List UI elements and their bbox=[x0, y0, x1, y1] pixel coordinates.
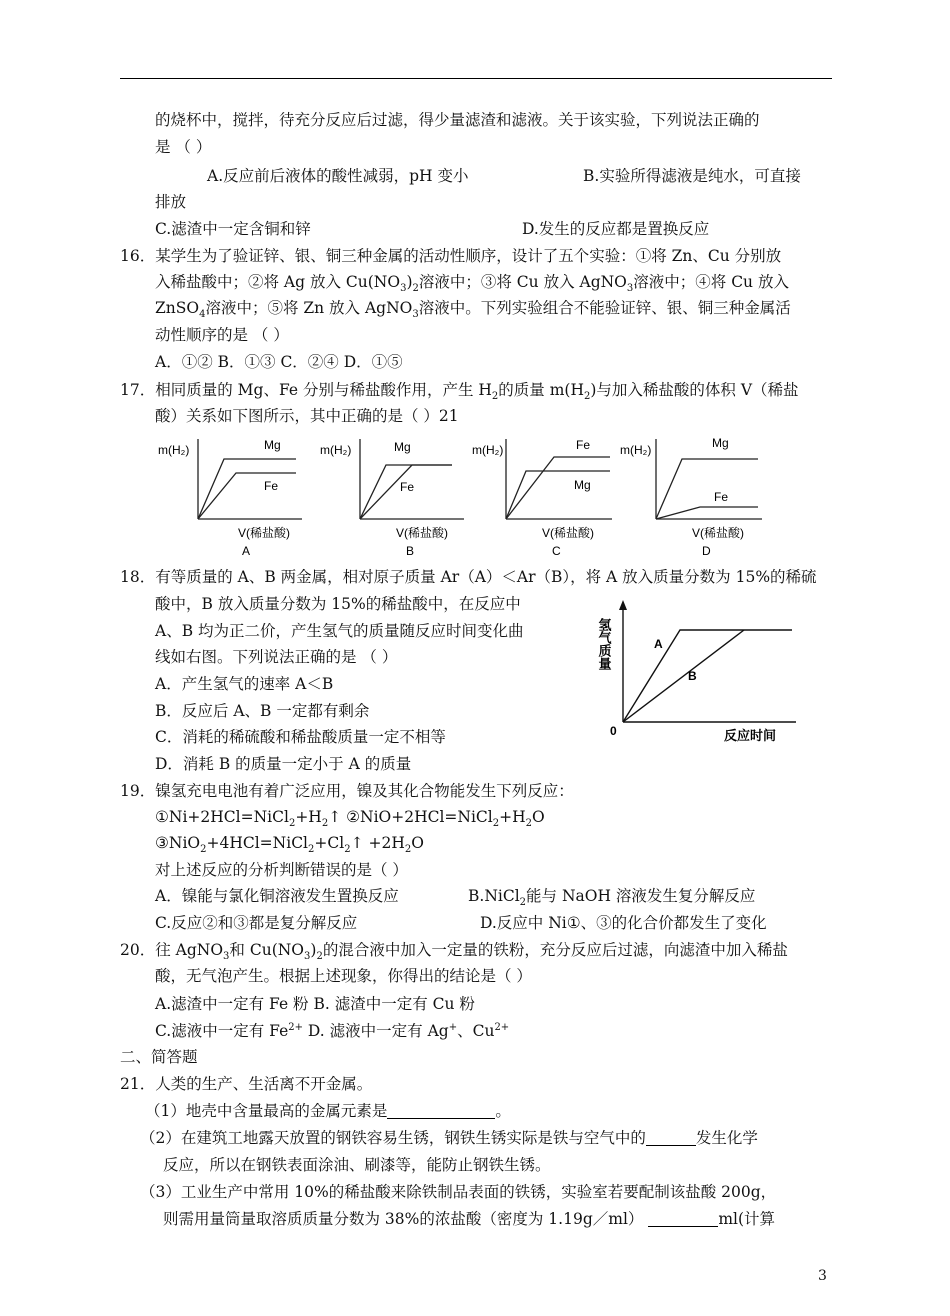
q19-option-c: C.反应②和③都是复分解反应 bbox=[155, 914, 358, 932]
q19-line1: 19．镍氢充电电池有着广泛应用，镍及其化合物能发生下列反应： bbox=[120, 782, 574, 800]
svg-text:V(稀盐酸): V(稀盐酸) bbox=[542, 526, 594, 540]
q17-line2: 酸）关系如下图所示，其中正确的是（ ）21 bbox=[155, 407, 459, 425]
q20-line1: 20．往 AgNO$_3$和 $Cu(NO_3)_2$的混合液中加入一定量的铁粉，充分反应后过滤，向滤渣中加入稀盐 bbox=[120, 941, 788, 963]
q17-graph-d bbox=[612, 433, 772, 558]
svg-text:m(H₂): m(H₂) bbox=[620, 443, 652, 457]
svg-text:B: B bbox=[688, 669, 697, 683]
q21-line1: 21．人类的生产、生活离不开金属。 bbox=[120, 1075, 373, 1093]
q20-options-ab: A.滤渣中一定有 Fe 粉 B. 滤渣中一定有 Cu 粉 bbox=[155, 995, 475, 1013]
q18-line2: 酸中，B 放入质量分数为 15%的稀盐酸中，在反应中 bbox=[155, 595, 521, 613]
q15-stem-line1: 的烧杯中，搅拌，待充分反应后过滤，得少量滤渣和滤液。关于该实验，下列说法正确的 bbox=[155, 111, 760, 129]
svg-text:m(H₂): m(H₂) bbox=[320, 443, 352, 457]
q17-graph-b bbox=[312, 433, 472, 558]
svg-text:0: 0 bbox=[610, 724, 617, 738]
q20-line2: 酸，无气泡产生。根据上述现象，你得出的结论是（ ） bbox=[155, 967, 532, 985]
q15-option-b-cont: 排放 bbox=[155, 193, 187, 211]
section-heading: 二、简答题 bbox=[120, 1048, 198, 1066]
svg-text:Mg: Mg bbox=[264, 438, 281, 452]
svg-text:Mg: Mg bbox=[712, 436, 729, 450]
x-axis-label: V(稀盐酸) bbox=[238, 526, 290, 540]
svg-text:C: C bbox=[552, 544, 561, 558]
q19-reactions-1: $①Ni+2HCl=NiCl_2+H_2↑$ $②NiO+2HCl=NiCl_2+H_2O$ bbox=[155, 808, 545, 830]
curve-b bbox=[623, 630, 744, 722]
svg-text:V(稀盐酸): V(稀盐酸) bbox=[396, 526, 448, 540]
q15-option-c: C.滤渣中一定含铜和锌 bbox=[155, 220, 311, 238]
q18-graph bbox=[596, 598, 816, 748]
q19-reactions-2: $③NiO_2+4HCl=NiCl_2+Cl_2↑ +2H_2O$ bbox=[155, 834, 424, 856]
svg-text:Fe: Fe bbox=[264, 479, 279, 493]
q18-option-a: A．产生氢气的速率 A＜B bbox=[155, 675, 334, 693]
q15-option-a: A.反应前后液体的酸性减弱，pH 变小 bbox=[207, 167, 469, 185]
curve-fe bbox=[198, 473, 296, 519]
q15-option-d: D.发生的反应都是置换反应 bbox=[522, 220, 710, 238]
y-axis-label: 氢气质量 bbox=[596, 618, 612, 670]
q21-part3-line1: （3）工业生产中常用 10%的稀盐酸来除铁制品表面的铁锈，实验室若要配制该盐酸 200g， bbox=[140, 1183, 777, 1201]
answer-blank[interactable] bbox=[646, 1129, 696, 1146]
q18-line4: 线如右图。下列说法正确的是 （ ） bbox=[155, 648, 398, 666]
svg-text:m(H₂): m(H₂) bbox=[472, 443, 504, 457]
svg-text:Mg: Mg bbox=[574, 478, 591, 492]
q20-options-cd: C.滤液中一定有 $Fe^{2+}$ D. 滤液中一定有 Ag+、$Cu^{2+}$ bbox=[155, 1021, 510, 1040]
curve-mg bbox=[506, 471, 610, 519]
curve-mg bbox=[656, 459, 758, 519]
q17-graph-c bbox=[464, 433, 624, 558]
svg-text:Fe: Fe bbox=[400, 480, 415, 494]
answer-blank[interactable] bbox=[387, 1102, 495, 1119]
q19-option-a: A．镍能与氯化铜溶液发生置换反应 bbox=[155, 887, 399, 905]
svg-text:反应时间: 反应时间 bbox=[724, 728, 777, 743]
svg-text:Mg: Mg bbox=[394, 440, 411, 454]
q19-option-d: D.反应中 Ni①、③的化合价都发生了变化 bbox=[480, 914, 767, 932]
q17-graph-a bbox=[150, 433, 310, 558]
curve-fe bbox=[656, 507, 758, 519]
page-number: 3 bbox=[818, 1268, 827, 1284]
y-axis-label: m(H₂) bbox=[158, 443, 190, 457]
q21-part2-line1: （2）在建筑工地露天放置的钢铁容易生锈，钢铁生锈实际是铁与空气中的 发生化学 bbox=[140, 1129, 758, 1147]
q16-line3: ZnSO$_4$溶液中；⑤将 Zn 放入 AgNO$_3$溶液中。下列实验组合不能验证锌、银、铜三种金属活 bbox=[155, 299, 791, 321]
q16-line1: 16．某学生为了验证锌、银、铜三种金属的活动性顺序，设计了五个实验：①将 Zn、Cu 分别放 bbox=[120, 247, 782, 265]
answer-blank[interactable] bbox=[648, 1210, 718, 1227]
svg-text:V(稀盐酸): V(稀盐酸) bbox=[692, 526, 744, 540]
svg-text:Fe: Fe bbox=[714, 490, 729, 504]
header-rule bbox=[120, 78, 832, 79]
graph-letter: A bbox=[242, 544, 251, 558]
q21-part2-line2: 反应，所以在钢铁表面涂油、刷漆等，能防止钢铁生锈。 bbox=[163, 1156, 551, 1174]
q15-stem-line2: 是 （ ） bbox=[155, 138, 212, 156]
svg-text:A: A bbox=[654, 637, 663, 651]
svg-text:B: B bbox=[406, 544, 415, 558]
q15-option-b: B.实验所得滤液是纯水，可直接 bbox=[583, 167, 801, 185]
q21-part1: （1）地壳中含量最高的金属元素是 。 bbox=[145, 1102, 511, 1120]
q16-options: A．①② B．①③ C．②④ D．①⑤ bbox=[155, 353, 403, 371]
curve-mg bbox=[198, 459, 296, 519]
q19-option-b: B.NiCl$_2$能与 NaOH 溶液发生复分解反应 bbox=[468, 887, 756, 909]
q17-line1: 17．相同质量的 Mg、Fe 分别与稀盐酸作用，产生 $H_2$的质量 $m(H_2)$与加入稀盐酸的体积 V（稀盐 bbox=[120, 381, 799, 403]
q16-line2: 入稀盐酸中；②将 Ag 放入 $Cu(NO_3)_2$溶液中；③将 Cu 放入 AgNO$_3$溶液中；④将 Cu 放入 bbox=[155, 273, 789, 295]
q21-part3-line2: 则需用量筒量取溶质质量分数为 38%的浓盐酸（密度为 1.19g／ml） ml(计算 bbox=[163, 1210, 776, 1228]
svg-text:Fe: Fe bbox=[576, 438, 591, 452]
q18-option-c: C．消耗的稀硫酸和稀盐酸质量一定不相等 bbox=[155, 728, 446, 746]
curve-a bbox=[623, 630, 792, 722]
q16-line4: 动性顺序的是 （ ） bbox=[155, 326, 289, 344]
curve-fe bbox=[506, 457, 610, 519]
q19-line4: 对上述反应的分析判断错误的是（ ） bbox=[155, 861, 408, 879]
q18-option-b: B．反应后 A、B 一定都有剩余 bbox=[155, 702, 370, 720]
q18-line3: A、B 均为正二价，产生氢气的质量随反应时间变化曲 bbox=[155, 622, 524, 640]
q18-option-d: D．消耗 B 的质量一定小于 A 的质量 bbox=[155, 755, 412, 773]
svg-text:D: D bbox=[702, 544, 711, 558]
q18-line1: 18．有等质量的 A、B 两金属，相对原子质量 Ar（A）＜Ar（B），将 A 放入质量分数为 15%的稀硫 bbox=[120, 568, 817, 586]
